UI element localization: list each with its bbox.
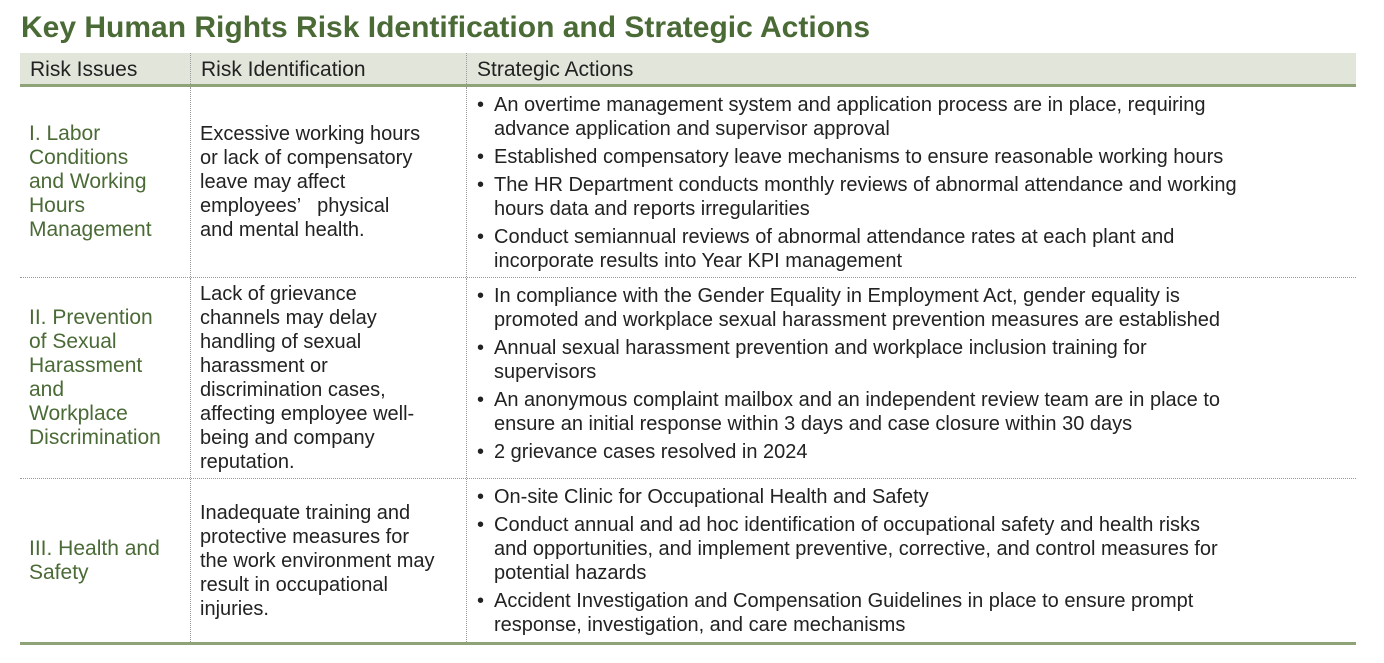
risk-identification-line: employees’ physical <box>200 195 390 217</box>
bullet-icon: • <box>477 590 485 612</box>
strategic-action-line: Annual sexual harassment prevention and workplace inclusion training for <box>494 337 1147 359</box>
strategic-action-line: The HR Department conducts monthly reviews of abnormal attendance and working <box>494 174 1237 196</box>
strategic-action-line: An overtime management system and application process are in place, requiring <box>494 94 1206 116</box>
risk-issue-line: II. Prevention <box>29 306 153 329</box>
bullet-icon: • <box>477 389 485 411</box>
strategic-action-line: 2 grievance cases resolved in 2024 <box>494 441 808 463</box>
strategic-action-line: Conduct semiannual reviews of abnormal attendance rates at each plant and <box>494 226 1175 248</box>
strategic-action-line: Established compensatory leave mechanisms to ensure reasonable working hours <box>494 146 1224 168</box>
risk-identification-line: reputation. <box>200 451 295 473</box>
risk-identification-line: affecting employee well- <box>200 403 415 425</box>
strategic-action-item <box>477 284 1356 332</box>
risk-issue-line: Workplace <box>29 402 128 425</box>
risk-identification-cell <box>191 278 467 478</box>
strategic-action-line: An anonymous complaint mailbox and an independent review team are in place to <box>494 389 1220 411</box>
risk-issue-cell <box>20 278 191 478</box>
risk-identification-cell <box>191 479 467 642</box>
strategic-action-line: potential hazards <box>494 562 647 584</box>
risk-identification-line: result in occupational <box>200 573 388 596</box>
table-row <box>20 87 1356 278</box>
risk-issue-cell <box>20 479 191 642</box>
risk-identification-line: and mental health. <box>200 219 365 241</box>
page-title: Key Human Rights Risk Identification and Strategic Actions <box>21 11 871 44</box>
risk-issue-line: I. Labor <box>29 122 101 145</box>
strategic-action-line: incorporate results into Year KPI management <box>494 250 903 272</box>
risk-issue-line: III. Health and <box>29 536 160 560</box>
risk-identification-line: protective measures for <box>200 525 409 548</box>
risk-identification-line: Inadequate training and <box>200 501 411 524</box>
risk-identification-line: or lack of compensatory <box>200 147 413 169</box>
risk-issue-line: Discrimination <box>29 426 161 449</box>
bullet-icon: • <box>477 337 485 359</box>
risk-identification-line: the work environment may <box>200 549 435 572</box>
risk-identification-line: Excessive working hours <box>200 123 421 145</box>
strategic-action-line: In compliance with the Gender Equality in Employment Act, gender equality is <box>494 285 1180 307</box>
bullet-icon: • <box>477 174 485 196</box>
bullet-icon: • <box>477 441 485 463</box>
risk-identification-line: Lack of grievance <box>200 283 357 305</box>
risk-issue-line: Hours <box>29 194 86 217</box>
header-strategic-actions: Strategic Actions <box>477 58 634 81</box>
strategic-action-item <box>477 513 1356 585</box>
bullet-icon: • <box>477 146 485 168</box>
strategic-action-item <box>477 388 1356 436</box>
risk-identification-line: being and company <box>200 427 375 449</box>
strategic-action-item <box>477 145 1356 169</box>
strategic-action-line: advance application and supervisor approval <box>494 118 890 140</box>
risk-identification-cell <box>191 87 467 277</box>
risk-issue-line: and Working <box>29 170 147 193</box>
strategic-actions-cell <box>467 479 1356 642</box>
strategic-action-item <box>477 225 1356 273</box>
strategic-actions-cell <box>467 87 1356 277</box>
strategic-action-line: ensure an initial response within 3 days and case closure within 30 days <box>494 413 1133 435</box>
strategic-action-line: Accident Investigation and Compensation Guidelines in place to ensure prompt <box>494 590 1194 612</box>
risk-identification-line: leave may affect <box>200 171 346 193</box>
bullet-icon: • <box>477 94 485 116</box>
table-row <box>20 479 1356 645</box>
risk-issue-line: Harassment <box>29 354 143 377</box>
strategic-action-item <box>477 589 1356 637</box>
strategic-action-line: hours data and reports irregularities <box>494 198 810 220</box>
strategic-action-line: Conduct annual and ad hoc identification of occupational safety and health risks <box>494 514 1201 536</box>
risk-issue-line: Conditions <box>29 146 129 169</box>
risk-issue-line: Management <box>29 218 152 241</box>
risk-issue-line: and <box>29 378 65 401</box>
bullet-icon: • <box>477 226 485 248</box>
risk-identification-line: injuries. <box>200 597 269 620</box>
header-risk-identification: Risk Identification <box>191 53 467 84</box>
table-row <box>20 278 1356 479</box>
risk-identification-line: handling of sexual <box>200 331 362 353</box>
table-header <box>20 53 1356 87</box>
bullet-icon: • <box>477 285 485 307</box>
strategic-action-line: On-site Clinic for Occupational Health and Safety <box>494 486 929 508</box>
bullet-icon: • <box>477 486 485 508</box>
strategic-action-line: supervisors <box>494 361 597 383</box>
risk-identification-line: discrimination cases, <box>200 379 386 401</box>
risk-issue-cell <box>20 87 191 277</box>
strategic-action-line: response, investigation, and care mechanisms <box>494 614 906 636</box>
bullet-icon: • <box>477 514 485 536</box>
strategic-action-line: and opportunities, and implement preventive, corrective, and control measures for <box>494 538 1218 560</box>
risk-identification-line: harassment or <box>200 355 328 377</box>
strategic-action-item <box>477 440 1356 464</box>
strategic-action-item <box>477 173 1356 221</box>
strategic-action-item <box>477 336 1356 384</box>
strategic-action-item <box>477 485 1356 509</box>
risk-issue-line: Safety <box>29 560 89 584</box>
strategic-action-item <box>477 93 1356 141</box>
strategic-action-line: promoted and workplace sexual harassment prevention measures are established <box>494 309 1220 331</box>
risk-identification-line: channels may delay <box>200 307 377 329</box>
risk-table <box>20 53 1356 645</box>
strategic-actions-cell <box>467 278 1356 478</box>
header-risk-issues: Risk Issues <box>20 53 191 84</box>
risk-issue-line: of Sexual <box>29 330 117 353</box>
